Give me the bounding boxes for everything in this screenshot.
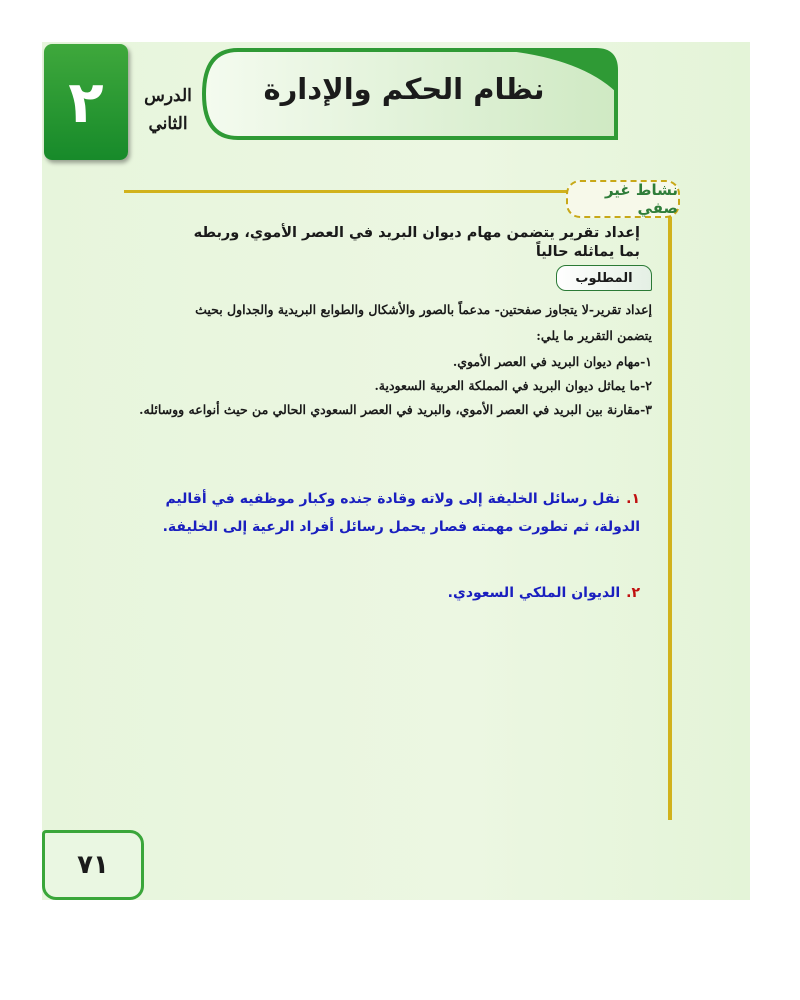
answer-text: الديوان الملكي السعودي. [447,585,621,601]
requirement-line: ٢-ما يماثل ديوان البريد في المملكة العربية السعودية. [374,378,652,393]
lesson-label [132,82,204,138]
lesson-number-badge: ٢ [44,44,128,160]
answer-text: نقل رسائل الخليفة إلى ولاته وقادة جنده وكبار موظفيه في أقاليم الدولة، ثم تطورت مهمته فصار يحمل رسائل أفراد الرعية إلى الخليفة. [162,491,640,535]
answer-number: ٢. [626,585,640,601]
activity-tag: نشاط غير صفي [566,180,680,218]
lesson-label-line2: الثاني [148,114,188,134]
lesson-label-line1: الدرس [144,86,192,106]
requirement-line: إعداد تقرير-لا يتجاوز صفحتين- مدعماً بالصور والأشكال والطوابع البريدية والجداول بحيث [195,302,652,317]
activity-task: إعداد تقرير يتضمن مهام ديوان البريد في العصر الأموي، وربطه بما يماثله حالياً [193,225,640,260]
page-title: نظام الحكم والإدارة [263,72,545,106]
gold-divider-vertical [668,190,672,820]
requirement-line: ١-مهام ديوان البريد في العصر الأموي. [452,354,652,369]
requirement-line: يتضمن التقرير ما يلي: [536,328,652,343]
requirement-line: ٣-مقارنة بين البريد في العصر الأموي، والبريد في العصر السعودي الحالي من حيث أنواعه ووسائله. [139,402,652,417]
page-number: ٧١ [42,830,144,900]
required-label: المطلوب [556,265,652,291]
answer-item [120,579,640,607]
page-background [42,42,750,900]
answer-item [120,485,640,541]
answer-number: ١. [626,491,640,507]
